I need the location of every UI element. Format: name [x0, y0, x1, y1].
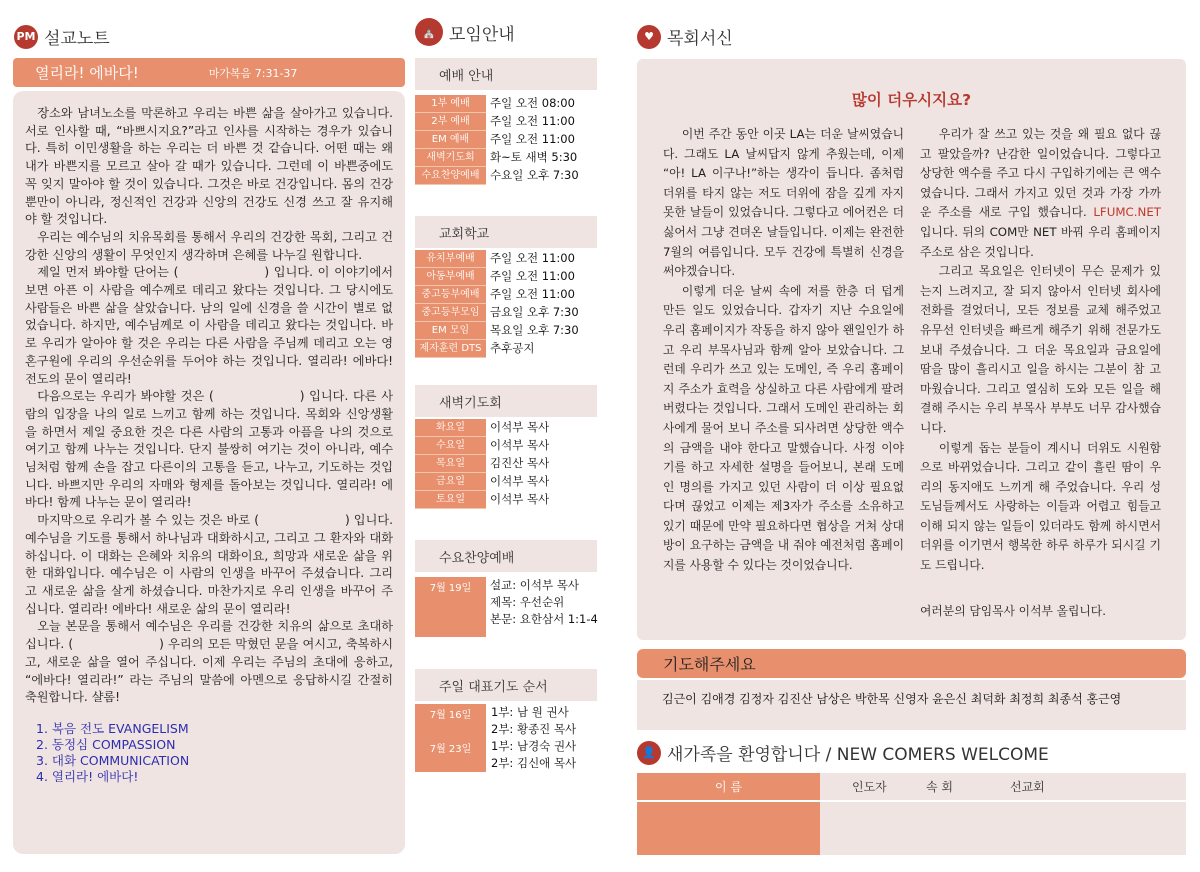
- letter-paragraph: 이렇게 더운 날씨 속에 저를 한층 더 덥게 만든 일도 있었습니다. 갑자기 지난 수요일에 우리 홈페이지가 작동을 하지 않아 왠일인가 하고 우리 부목사님과 함께 알아 보았습니다. 그런데 우리가 쓰고 있는 도메인, 즉 우리 홈페이지 주소가 효력을 상실하고 다른 사람에게 팔려버렸다는 것입니다. 그래서 도메인 관리하는 회사에게 물어 보니 주소를 되사려면 상당한 액수의 금액을 내야 한다고 말했습니다. 사정 이야기를 하고 자세한 설명을 들어보니, 본래 도메인 명의를 가지고 있던 사람이 더 이상 필요없다며 끊었고 이제는 제3자가 주소를 소유하고 있기 때문에 만약 필요하다면 협상을 거쳐 상대방이 요구하는 금액을 내 줘야 예전처럼 홈페이지를 사용할 수 있다는 것이었습니다.: [663, 283, 904, 573]
- schedule-value: 이석부 목사: [490, 474, 550, 488]
- prayer-order-table: [415, 704, 576, 772]
- letter-section-header: [637, 24, 733, 49]
- wednesday-line: 설교: 이석부 목사: [490, 578, 579, 592]
- schedule-label: 2부 예배: [415, 113, 486, 131]
- sermon-text-segment: ) 입니다. 이 이야기에서 보면 아픈 이 사람을 예수께로 데리고 왔다는 것입니다. 그 당시에도 사람들은 바쁜 삶을 살았습니다. 남의 일에 신경을 쓸 시간이 별로 없었습니다. 하지만, 예수님께로 이 사람을 데리고 왔다는 것입니다. 바로 우리가 알아야 할 것은 우리는 다른 사람을 주님께 데리고 오는 영혼구원에 우리의 우선순위를 두어야 하는 것입니다. 열리라! 에바다! 전도의 문이 열리라!: [25, 265, 393, 386]
- schedule-row: [415, 250, 579, 268]
- name-cell: [637, 802, 820, 855]
- schedule-row: [415, 473, 549, 491]
- sermon-reference: 마가복음 7:31-37: [208, 66, 298, 80]
- wednesday-date: 7월 19일: [415, 577, 486, 637]
- prayer-order-second: 2부: 김신애 목사: [491, 756, 577, 770]
- schedule-row: [415, 167, 579, 185]
- prayer-order-date: 7월 16일: [415, 704, 486, 738]
- heart-icon: ♥: [637, 25, 661, 49]
- sermon-text-segment: 장소와 남녀노소를 막론하고 우리는 바쁜 삶을 살아가고 있습니다. 서로 인사할 때, “바쁘시지요?”라고 인사를 시작하는 경우가 있습니다. 특히 이민생활을 하는 우리는 더 바쁜 것 같습니다. 어떤 때는 왜 내가 바쁜지를 모르고 살아 갈 때가 있습니다. 그런데 이 바쁜중에도 꼭 잊지 말아야 할 것이 있습니다. 그것은 바로 건강입니다. 몸의 건강뿐만이 아니라, 정신적인 건강과 신앙의 건강도 신경 쓰고 잘 유지해야 할 것입니다.: [25, 106, 393, 227]
- schedule-row: [415, 286, 579, 304]
- newcomers-header: [637, 740, 1049, 765]
- sermon-paragraph: [25, 388, 393, 512]
- sermon-paragraph: [25, 105, 393, 229]
- worship-schedule-table: [415, 95, 579, 185]
- schedule-row: [415, 455, 549, 473]
- schedule-value: 이석부 목사: [490, 438, 550, 452]
- col-name: 이 름: [637, 773, 820, 800]
- col-guide: 인도자: [852, 780, 887, 794]
- sermon-text-segment: 마지막으로 우리가 볼 수 있는 것은 바로 (: [37, 513, 259, 528]
- school-block-title: 교회학교: [415, 216, 597, 248]
- schedule-label: EM 모임: [415, 322, 486, 340]
- sermon-section-header: [14, 24, 110, 49]
- schedule-label: 수요찬양예배: [415, 167, 486, 185]
- sermon-text-segment: 오늘 본문을 통해서 예수님은 우리를 건강한 치유의 삶으로 초대하십니다. (: [25, 619, 393, 652]
- schedule-value: 화~토 새벽 5:30: [490, 150, 578, 164]
- sermon-text-segment: 제일 먼저 봐야할 단어는 (: [37, 265, 179, 280]
- sermon-title: 열리라! 에바다!: [35, 64, 139, 82]
- worship-block-title: 예배 안내: [415, 58, 597, 90]
- schedule-label: 중고등부모임: [415, 304, 486, 322]
- sermon-paragraph: [25, 512, 393, 618]
- schedule-value: 금요일 오후 7:30: [490, 305, 579, 319]
- church-logo-icon: PM: [14, 25, 38, 49]
- letter-col2-text-after: 입니다. 뒤의 COM만 NET 바꿔 우리 홈페이지 주소로 삼은 것입니다.: [920, 224, 1161, 259]
- schedule-value: 이석부 목사: [490, 420, 550, 435]
- schedule-value: 김진산 목사: [490, 456, 550, 470]
- schedule-label: 아동부예배: [415, 268, 486, 286]
- prayer-request-names: 김근이 김애경 김정자 김진산 남상은 박한목 신영자 윤은신 최덕화 최정희 최종석 홍근영: [637, 680, 1186, 730]
- church-building-icon: ⛪: [415, 18, 443, 46]
- sermon-section-title: 설교노트: [44, 29, 110, 49]
- meetings-section-title: 모임안내: [449, 24, 515, 45]
- schedule-label: 새벽기도회: [415, 149, 486, 167]
- letter-box: [637, 59, 1186, 640]
- sermon-point: 2. 동정심 COMPASSION: [36, 736, 176, 752]
- newcomers-table: [637, 773, 1186, 857]
- schedule-label: EM 예배: [415, 131, 486, 149]
- sermon-point: 4. 열리라! 에바다!: [36, 768, 139, 784]
- wednesday-line: 제목: 우선순위: [490, 595, 565, 609]
- schedule-row: [415, 322, 579, 340]
- letter-col2-paragraph-1: [920, 125, 1161, 262]
- sermon-point: 3. 대화 COMMUNICATION: [36, 752, 190, 768]
- newcomers-title: 새가족을 환영합니다 / NEW COMERS WELCOME: [667, 745, 1049, 765]
- prayer-order-block-title: 주일 대표기도 순서: [415, 669, 597, 701]
- newcomers-other-cols: [820, 773, 1186, 800]
- schedule-label: 화요일: [415, 419, 486, 437]
- schedule-row: [415, 131, 579, 149]
- schedule-label: 금요일: [415, 473, 486, 491]
- schedule-row: [415, 437, 549, 455]
- letter-column-2: [920, 125, 1161, 576]
- sermon-body: [13, 91, 405, 854]
- letter-col2-text-before: 우리가 잘 쓰고 있는 것을 왜 필요 없다 끊고 팔았을까? 난감한 일이었습니다. 그렇다고 상당한 액수를 주고 다시 구입하기에는 큰 액수였습니다. 그래서 가지고 있던 것과 가장 가까운 주소를 새로 구입 했습니다.: [920, 127, 1161, 220]
- prayer-order-second: 2부: 황종진 목사: [491, 722, 577, 736]
- letter-section-title: 목회서신: [667, 29, 733, 49]
- schedule-label: 토요일: [415, 491, 486, 509]
- sermon-text: [25, 105, 393, 707]
- sermon-text-segment: 다음으로는 우리가 봐야할 것은 (: [37, 389, 214, 404]
- other-cells: [820, 802, 1186, 855]
- prayer-order-row: [415, 738, 576, 772]
- schedule-label: 중고등부예배: [415, 286, 486, 304]
- letter-paragraph: 그리고 목요일은 인터넷이 무슨 문제가 있는지 느려지고, 잘 되지 않아서 인터넷 회사에 전화를 걸었더니, 모든 정보를 교체 해주었고 유무선 인터넷을 빠르게 해주기 위해 전문가도 보내 주셨습니다. 그 더운 목요일과 금요일에 땀을 많이 흘리시고 일을 하시는 그분이 참 고마웠습니다. 그리고 열심히 도와 모든 일을 해결해 주시는 우리 부목사 부부도 너무 감사했습니다.: [920, 264, 1161, 435]
- sermon-text-segment: ) 입니다. 다른 사람의 입장을 나의 일로 느끼고 함께 하는 것입니다. 목회와 신앙생활을 하면서 제일 중요한 것은 다른 사람의 고통과 아픔을 나의 것으로 여기고 함께 나누는 것입니다. 단지 불쌍히 여기는 것이 아니라, 예수님처럼 함께 손을 잡고 다른이의 고통을 듣고, 나누고, 기도하는 것입니다. 바쁘지만 우리의 자매와 형제를 돌아보는 것입니다. 열리라! 에바다! 함께 나누는 문이 열리라!: [25, 389, 393, 510]
- prayer-order-first: 1부: 남 원 권사: [491, 705, 569, 719]
- letter-column-1: [663, 125, 904, 576]
- prayer-order-date: 7월 23일: [415, 738, 486, 772]
- schedule-value: 목요일 오후 7:30: [490, 323, 579, 337]
- schedule-row: [415, 340, 579, 358]
- schedule-value: 수요일 오후 7:30: [490, 168, 579, 182]
- sermon-paragraph: [25, 264, 393, 388]
- homepage-address: LFUMC.NET: [1093, 205, 1162, 220]
- letter-paragraph: 이렇게 돕는 분들이 계시니 더위도 시원함으로 바뀌었습니다. 그리고 같이 흘린 땀이 우리의 동지애도 느끼게 해 주었습니다. 우리 성도님들께서도 사랑하는 이들과 어렵고 힘들고 이해 되지 않는 일들이 있더라도 함께 하시면서 더위를 이기면서 행복한 하루 하루가 되시길 기도 드립니다.: [920, 440, 1161, 573]
- prayer-order-first: 1부: 남경숙 권사: [491, 739, 577, 753]
- schedule-label: 유치부예배: [415, 250, 486, 268]
- schedule-label: 목요일: [415, 455, 486, 473]
- sermon-point: 1. 복음 전도 EVANGELISM: [36, 720, 189, 736]
- schedule-value: 주일 오전 11:00: [490, 114, 575, 128]
- school-schedule-table: [415, 250, 579, 358]
- col-group: 속 회: [926, 780, 953, 794]
- sermon-text-segment: ) 우리의 모든 막혔던 문을 여시고, 축복하시고, 새로운 삶을 열어 주십니다. 이제 우리는 주님의 초대에 응하고, “에바다! 열리라!” 라는 주님의 말씀에 아멘으로 응답하시길 간절히 축원합니다. 샬롬!: [25, 637, 393, 705]
- schedule-row: [415, 491, 549, 509]
- letter-paragraph: 이번 주간 동안 이곳 LA는 더운 날씨였습니다. 그래도 LA 날씨답지 않게 추웠는데, 이제 “아! LA 이구나!”하는 생각이 듭니다. 좀처럼 더위를 타지 않는 저도 더위에 잠을 깊게 자지 못한 날들이 있었습니다. 그렇다고 에어컨은 더 싫어서 그냥 견뎌온 날들입니다. 이제는 완전한 7월의 여름입니다. 모두 건강에 특별히 신경을 써야겠습니다.: [663, 127, 904, 279]
- schedule-row: [415, 113, 579, 131]
- schedule-label: 수요일: [415, 437, 486, 455]
- sermon-text-segment: 우리는 예수님의 치유목회를 통해서 우리의 건강한 목회, 그리고 건강한 신앙의 생활이 무엇인지 생각하며 은혜를 나누길 원합니다.: [25, 229, 393, 262]
- schedule-value: 주일 오전 11:00: [490, 132, 575, 146]
- sermon-text-segment: ) 입니다. 예수님을 기도를 통해서 하나님과 대화하시고, 그리고 그 환자와 대화하십니다. 이 대화는 은혜와 치유의 대화이요, 희망과 새로운 삶을 위한 대화입니다. 예수님은 이 사람의 인생을 바꾸어 주셨습니다. 그리고 새로운 삶을 살게 하셨습니다. 마찬가지로 우리 인생을 바꾸어 주십니다. 열리라! 에바다! 새로운 삶의 문이 열리라!: [25, 513, 393, 616]
- meetings-section-header: [415, 18, 515, 46]
- schedule-value: 주일 오전 11:00: [490, 287, 575, 301]
- wednesday-block-title: 수요찬양예배: [415, 540, 597, 572]
- schedule-value: 주일 오전 08:00: [490, 96, 575, 111]
- schedule-value: 이석부 목사: [490, 492, 550, 506]
- schedule-value: 추후공지: [490, 341, 535, 355]
- sermon-title-bar: [13, 58, 405, 87]
- letter-signature: 여러분의 담임목사 이석부 올립니다.: [920, 604, 1106, 618]
- schedule-row: [415, 149, 579, 167]
- sermon-points-list: [25, 721, 393, 785]
- letter-title: 많이 더우시지요?: [851, 91, 972, 109]
- schedule-row: [415, 268, 579, 286]
- prayer-order-names: [486, 704, 576, 738]
- wednesday-line: 본문: 요한삼서 1:1-4: [490, 612, 598, 626]
- schedule-row: [415, 419, 549, 437]
- dawn-schedule-table: [415, 419, 549, 509]
- prayer-request-bar: 기도해주세요: [637, 649, 1186, 678]
- person-icon: 👤: [637, 741, 661, 765]
- schedule-value: 주일 오전 11:00: [490, 251, 575, 266]
- newcomers-entry-row: [637, 800, 1186, 855]
- dawn-block-title: 새벽기도회: [415, 385, 597, 417]
- sermon-paragraph: [25, 229, 393, 264]
- col-mission: 선교회: [1010, 780, 1045, 794]
- schedule-row: [415, 304, 579, 322]
- schedule-label: 제자훈련 DTS: [415, 340, 486, 358]
- newcomers-header-row: [637, 773, 1186, 800]
- schedule-value: 주일 오전 11:00: [490, 269, 575, 283]
- sermon-paragraph: [25, 618, 393, 707]
- wednesday-details: [490, 577, 598, 628]
- prayer-order-row: [415, 704, 576, 738]
- schedule-label: 1부 예배: [415, 95, 486, 113]
- prayer-order-names: [486, 738, 576, 772]
- schedule-row: [415, 95, 579, 113]
